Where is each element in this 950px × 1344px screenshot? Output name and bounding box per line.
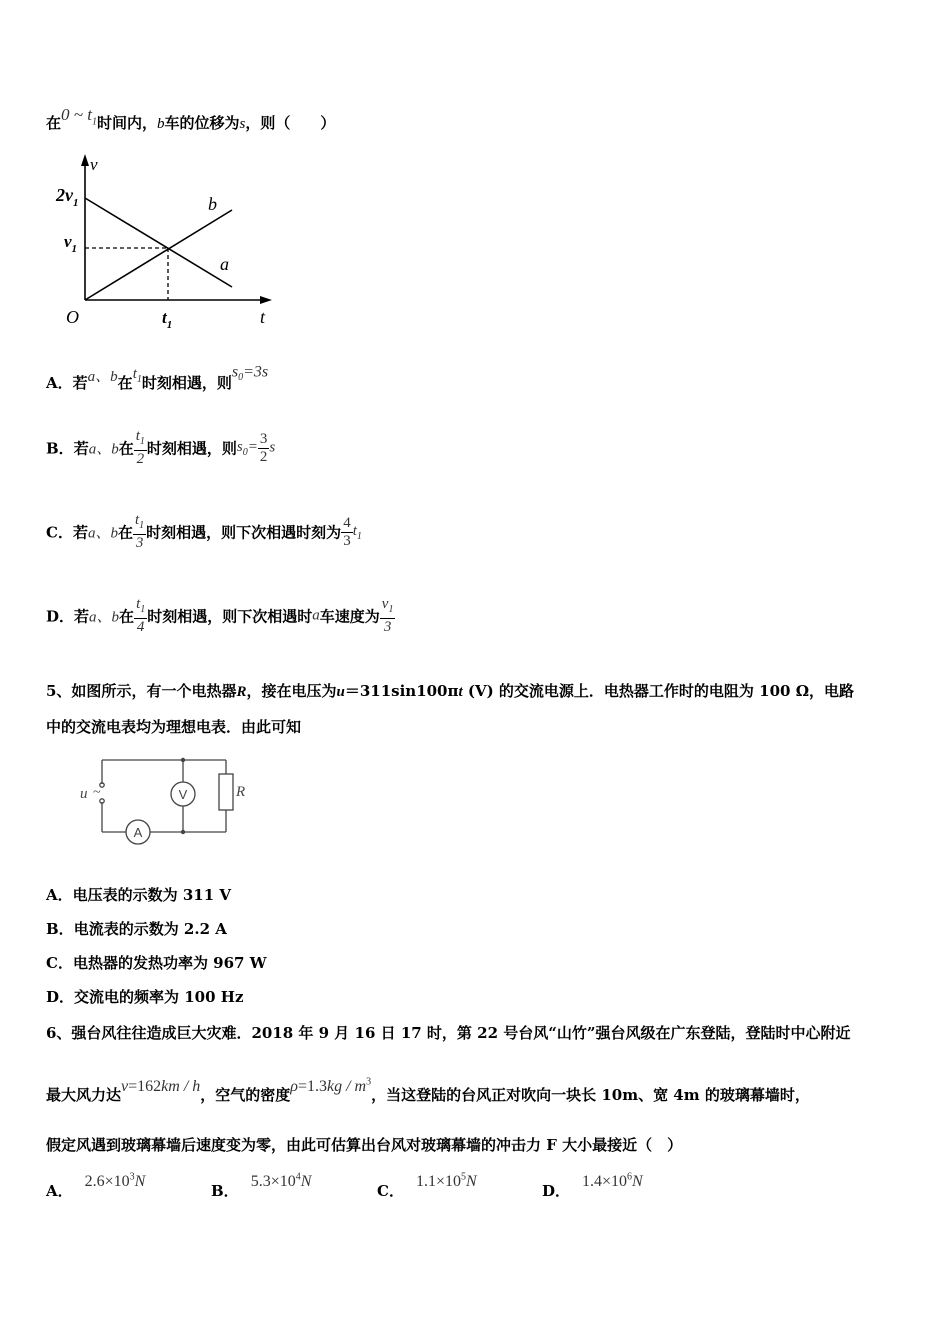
vt-graph-label-v1-sub: 1	[71, 243, 78, 255]
q4-option-b-res-tail: s	[269, 439, 276, 456]
q5-option-c-text: 电热器的发热功率为 967 W	[72, 954, 267, 972]
vt-graph-t-arrow	[260, 296, 272, 304]
q4-intro	[46, 105, 336, 135]
circuit-node-top	[181, 758, 185, 762]
q4-option-b-num: t	[135, 428, 140, 445]
q4-option-c-mid: 在	[117, 523, 133, 542]
vt-graph-label-v1	[64, 232, 77, 255]
q6-line2-post: ，当这登陆的台风正对吹向一块长 10m、宽 4m 的玻璃幕墙时，	[371, 1086, 810, 1104]
q6-line2-v-expr	[121, 1076, 200, 1095]
q4-intro-mid: 时间内，	[96, 114, 157, 132]
q5-option-a-text: 电压表的示数为 311 V	[72, 886, 232, 904]
q4-option-d-num: t	[136, 596, 141, 613]
q4-option-b-vars: a、b	[88, 441, 119, 458]
circuit-label-wave: ~	[93, 785, 101, 800]
q4-option-d-res-frac	[380, 596, 396, 636]
q4-option-d-mid3: 车速度为	[319, 607, 380, 626]
q4-option-c-res-den: 3	[343, 532, 351, 549]
q6-option-c-unit: N	[465, 1173, 477, 1190]
q4-option-b-pre: 若	[73, 439, 89, 458]
q6-option-d-mant: 1.4×10	[582, 1173, 628, 1190]
q6-line2-rho-expr	[290, 1076, 371, 1095]
vt-graph-label-t1-sub: 1	[166, 319, 173, 331]
q4-option-d-var-a: a	[312, 607, 320, 624]
q4-option-b-letter: B．	[46, 439, 74, 458]
q5-line2: 中的交流电表均为理想电表．由此可知	[46, 718, 302, 736]
q4-option-b-den: 2	[136, 451, 145, 467]
q6-line2-mid: ，空气的密度	[200, 1086, 291, 1104]
q5-option-c-letter: C．	[46, 954, 73, 972]
q5-option-b	[46, 918, 227, 939]
q4-option-d-mid2: 时刻相遇，则下次相遇时	[147, 607, 313, 626]
q4-option-b-mid2: 时刻相遇，则	[146, 439, 237, 458]
q6-option-a-mant: 2.6×10	[84, 1173, 130, 1190]
q4-intro-range-text: 0 ~ t	[61, 105, 92, 124]
q5-option-b-letter: B．	[46, 920, 74, 938]
q4-option-c-den: 3	[135, 535, 144, 551]
q5-line1-mid: ，接在电压为	[246, 682, 337, 700]
q6-line2-rho-exp: 3	[366, 1076, 372, 1088]
q6-option-d-unit: N	[632, 1173, 643, 1190]
circuit-label-u: u	[80, 786, 88, 802]
q4-option-c-pre: 若	[72, 523, 88, 542]
q6-option-d-exp: 6	[627, 1171, 633, 1183]
q4-option-d	[46, 596, 395, 636]
q5-option-b-text: 电流表的示数为 2.2 A	[73, 920, 227, 938]
q6-option-a-exp: 3	[129, 1171, 135, 1183]
q4-option-a-vars: a、b	[87, 369, 118, 385]
vt-graph	[50, 150, 290, 335]
vt-graph-label-t1-text: t	[162, 308, 167, 327]
q4-option-b-res: s	[236, 438, 243, 455]
q4-option-c-res-tail: t	[352, 522, 357, 539]
q4-option-b-frac	[134, 428, 147, 468]
q4-option-c-num: t	[135, 512, 140, 529]
vt-graph-label-2v1-text: 2v	[56, 185, 73, 205]
circuit-label-A: A	[133, 825, 143, 840]
q4-option-d-res-den: 3	[383, 619, 392, 635]
q6-option-a-unit: N	[134, 1173, 146, 1190]
q6-option-b-letter: B．	[211, 1182, 239, 1200]
q4-option-b-num-sub: 1	[139, 436, 145, 447]
q4-option-a-letter: A．	[46, 374, 73, 392]
q5-line1-pre: 5、如图所示，有一个电热器	[46, 682, 237, 700]
q4-option-a-mid: 在	[117, 374, 133, 392]
vt-graph-line-b	[85, 210, 232, 300]
q6-option-b-exp: 4	[295, 1171, 301, 1183]
q4-option-a-mid2: 时刻相遇，则	[141, 374, 232, 392]
q5-line1-R: R	[236, 684, 247, 700]
vt-graph-label-b: b	[208, 194, 217, 214]
q5-option-c	[46, 952, 267, 973]
q4-option-a	[46, 363, 269, 393]
q4-intro-s: s	[239, 116, 246, 132]
q6-line2-v-unit: km / h	[161, 1078, 201, 1095]
q6-line2-rho-val: =1.3	[297, 1078, 327, 1095]
q4-option-d-mid: 在	[119, 607, 135, 626]
q6-option-b-unit: N	[300, 1173, 312, 1190]
vt-graph-label-t: t	[260, 307, 266, 327]
vt-graph-label-v1-text: v	[64, 232, 72, 251]
q4-option-d-res-num-sub: 1	[388, 604, 394, 615]
q6-option-c-exp: 5	[460, 1171, 466, 1183]
q4-option-c-res-tail-sub: 1	[356, 530, 362, 542]
q6-line3: 假定风遇到玻璃幕墙后速度变为零，由此可估算出台风对玻璃幕墙的冲击力 F 大小最接近（ ）	[46, 1136, 683, 1154]
vt-graph-label-a: a	[220, 254, 229, 274]
q4-option-b-res-sub: 0	[242, 446, 248, 458]
q4-option-b-res-eq: =	[247, 438, 258, 455]
q4-option-c-frac	[133, 512, 146, 552]
vt-graph-label-t1	[162, 308, 172, 331]
q6-line2-rho: ρ	[290, 1078, 298, 1095]
q4-option-c	[46, 512, 362, 552]
q5-line1-formula: ＝311sin100π	[344, 682, 459, 700]
q4-option-b-res-frac	[258, 431, 270, 466]
q4-option-d-frac	[134, 596, 147, 636]
q4-option-b-res-num: 3	[259, 430, 268, 447]
q5-option-d-letter: D．	[46, 988, 75, 1006]
q4-option-d-vars: a、b	[89, 609, 120, 626]
q4-option-b-res-den: 2	[259, 448, 268, 465]
q4-option-b	[46, 428, 275, 468]
q5-line1	[46, 680, 854, 701]
vt-graph-label-2v1-sub: 1	[73, 197, 79, 209]
vt-graph-label-origin: O	[66, 307, 79, 327]
q6-option-c	[377, 1171, 477, 1201]
q6-option-c-letter: C．	[377, 1182, 404, 1200]
q4-option-d-den: 4	[136, 619, 145, 635]
q6-option-a-letter: A．	[46, 1182, 73, 1200]
circuit-diagram	[78, 750, 258, 850]
q6-line2-v: v	[121, 1078, 129, 1095]
q4-option-d-res-num: v	[381, 596, 389, 613]
vt-graph-label-v: v	[90, 155, 98, 174]
q4-intro-range-sub: 1	[91, 116, 97, 128]
circuit-label-R: R	[236, 784, 246, 800]
q4-option-a-pre: 若	[72, 374, 88, 392]
q5-line1-t: t	[458, 684, 463, 700]
q5-option-a-letter: A．	[46, 886, 73, 904]
q4-intro-post: ，则（ ）	[245, 114, 336, 132]
q6-line2-rho-unit: kg / m	[327, 1078, 367, 1095]
q4-option-c-res-frac	[341, 515, 353, 550]
q4-option-a-res-eq: =3s	[243, 363, 269, 381]
circuit-resistor	[219, 774, 233, 810]
q4-option-a-res-sub: 0	[238, 372, 244, 384]
q6-option-d	[542, 1171, 643, 1201]
q6-line2-pre: 最大风力达	[46, 1086, 122, 1104]
q4-option-c-num-sub: 1	[139, 520, 145, 531]
q6-line1: 6、强台风往往造成巨大灾难．2018 年 9 月 16 日 17 时，第 22 号台风“山竹”强台风级在广东登陆，登陆时中心附近	[46, 1024, 851, 1042]
q5-option-d-text: 交流电的频率为 100 Hz	[74, 988, 244, 1006]
q4-option-c-mid2: 时刻相遇，则下次相遇时刻为	[146, 523, 342, 542]
q4-intro-range	[61, 105, 97, 128]
q4-intro-mid2: 车的位移为	[164, 114, 240, 132]
q4-option-a-time-sub: 1	[136, 374, 142, 385]
circuit-node-bottom	[181, 830, 185, 834]
q6-line2	[46, 1076, 810, 1105]
q5-option-d	[46, 986, 243, 1007]
q5-line1-post: (V) 的交流电源上．电热器工作时的电阻为 100 Ω，电路	[462, 682, 855, 700]
q4-option-d-num-sub: 1	[140, 604, 146, 615]
q6-line2-v-val: =162	[128, 1078, 162, 1095]
q6-option-b	[211, 1171, 312, 1201]
q5-line1-u: u	[336, 684, 345, 700]
q4-option-d-letter: D．	[46, 607, 75, 626]
q4-option-a-res: s	[231, 363, 239, 381]
q6-option-b-mant: 5.3×10	[250, 1173, 296, 1190]
q4-option-d-pre: 若	[74, 607, 90, 626]
q6-option-d-letter: D．	[542, 1182, 571, 1200]
q6-option-a	[46, 1171, 146, 1201]
q5-option-a	[46, 884, 231, 905]
q4-option-b-mid: 在	[118, 439, 134, 458]
q4-option-c-letter: C．	[46, 523, 73, 542]
vt-graph-v-arrow	[81, 154, 89, 166]
q4-option-a-time: t	[132, 366, 137, 383]
vt-graph-label-2v1	[55, 185, 79, 209]
q4-intro-b: b	[156, 116, 165, 132]
q4-intro-pre: 在	[46, 114, 62, 132]
circuit-label-V: V	[178, 787, 188, 802]
q4-option-c-res-num: 4	[343, 514, 351, 531]
q6-option-c-mant: 1.1×10	[415, 1173, 461, 1190]
q4-option-c-vars: a、b	[87, 525, 118, 542]
